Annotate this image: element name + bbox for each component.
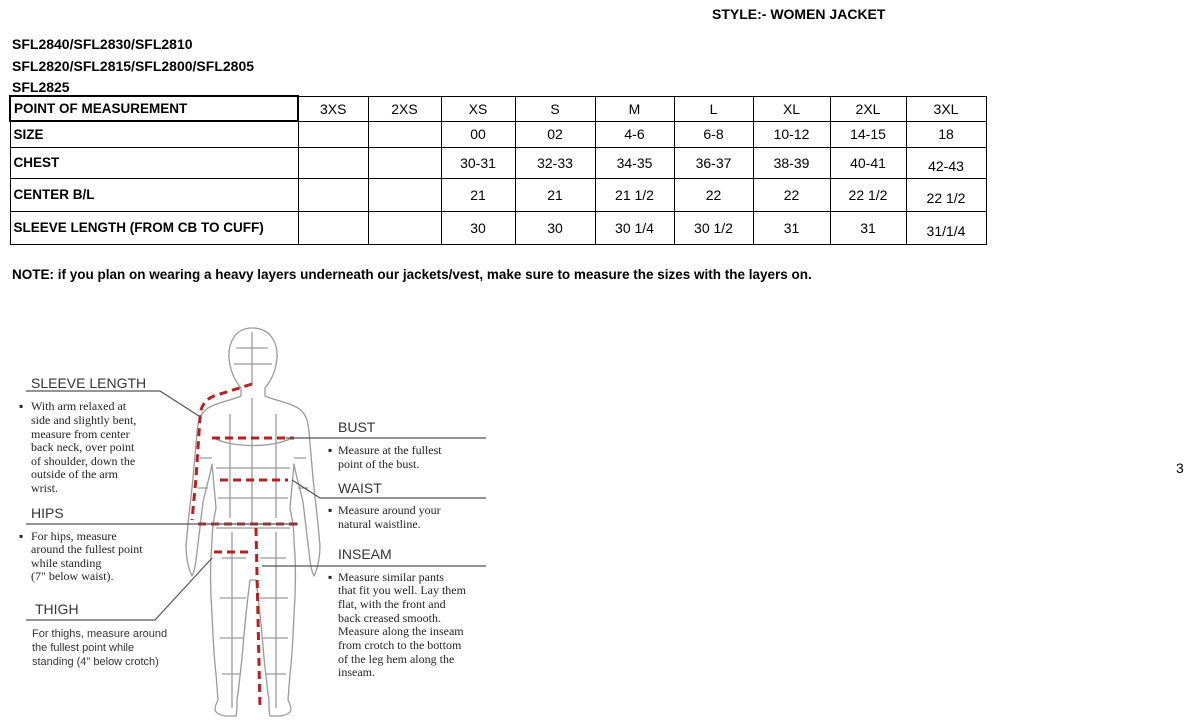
bust-text: point of the bust.	[338, 457, 420, 471]
sleeve-length-text: side and slightly bent,	[31, 413, 137, 427]
waist-text: Measure around your	[338, 503, 441, 517]
measurement-value-cell: 21	[515, 178, 595, 211]
measurement-value-cell: 31	[753, 211, 830, 244]
sleeve-length-text: back neck, over point	[31, 440, 135, 454]
waist-heading: WAIST	[338, 480, 382, 496]
measurement-value-cell: 30	[441, 211, 515, 244]
measurement-value-cell: 30 1/2	[674, 211, 753, 244]
hips-text: (7" below waist).	[31, 569, 114, 583]
sleeve-length-text: measure from center	[31, 427, 130, 441]
bust-text: Measure at the fullest	[338, 443, 442, 457]
header-cell-size: S	[515, 96, 595, 121]
measurement-name-cell: CHEST	[10, 147, 298, 178]
measurement-value-cell: 30-31	[441, 147, 515, 178]
measurement-value-cell: 31	[830, 211, 906, 244]
layering-note: NOTE: if you plan on wearing a heavy layers underneath our jackets/vest, make sure to measure the sizes with the layers on.	[12, 267, 812, 282]
thigh-heading: THIGH	[35, 601, 79, 617]
measurement-value-cell: 31/1/4	[906, 211, 986, 244]
inseam-measure-line	[256, 528, 260, 708]
bullet-icon: ▪	[19, 529, 24, 543]
header-cell-size: XS	[441, 96, 515, 121]
measurement-value-cell: 10-12	[753, 121, 830, 147]
measurement-diagram	[0, 318, 500, 720]
measurement-value-cell: 02	[515, 121, 595, 147]
measurement-value-cell: 42-43	[906, 147, 986, 178]
inseam-text: inseam.	[338, 665, 375, 679]
hips-text: For hips, measure	[31, 529, 117, 543]
header-cell-size: 2XS	[368, 96, 441, 121]
inseam-text: flat, with the front and	[338, 597, 446, 611]
measurement-value-cell	[298, 147, 368, 178]
measurement-value-cell: 34-35	[595, 147, 674, 178]
style-codes	[12, 34, 254, 99]
style-code-line: SFL2840/SFL2830/SFL2810	[12, 36, 193, 52]
measurement-value-cell: 6-8	[674, 121, 753, 147]
size-chart-table	[9, 95, 987, 245]
table-row	[10, 178, 986, 211]
thigh-text: For thighs, measure around	[32, 628, 168, 640]
measurement-value-cell: 32-33	[515, 147, 595, 178]
bullet-icon: ▪	[328, 443, 333, 457]
thigh-text: standing (4" below crotch)	[32, 656, 159, 668]
inseam-text: Measure along the inseam	[338, 624, 464, 638]
header-cell-size: 3XS	[298, 96, 368, 121]
measurement-lines	[192, 384, 300, 708]
style-code-line: SFL2825	[12, 79, 70, 95]
measurement-value-cell: 00	[441, 121, 515, 147]
style-code-line: SFL2820/SFL2815/SFL2800/SFL2805	[12, 57, 255, 74]
bullet-icon: ▪	[328, 570, 333, 584]
hips-heading: HIPS	[31, 505, 64, 521]
thigh-text: the fullest point while	[32, 642, 135, 654]
measurement-name-cell: SIZE	[10, 121, 298, 147]
header-cell-size: L	[674, 96, 753, 121]
measurement-value-cell: 30 1/4	[595, 211, 674, 244]
hips-text: around the fullest point	[31, 542, 143, 556]
sleeve-measure-line	[192, 384, 252, 520]
measurement-value-cell: 40-41	[830, 147, 906, 178]
header-cell-size: 2XL	[830, 96, 906, 121]
inseam-text: Measure similar pants	[338, 570, 444, 584]
measurement-value-cell: 22 1/2	[906, 178, 986, 211]
table-row	[10, 211, 986, 244]
inseam-text: that fit you well. Lay them	[338, 583, 466, 597]
inseam-text: of the leg hem along the	[338, 652, 455, 666]
table-row	[10, 147, 986, 178]
measurement-value-cell: 22 1/2	[830, 178, 906, 211]
style-title: STYLE:- WOMEN JACKET	[712, 6, 886, 22]
bullet-icon: ▪	[328, 503, 333, 517]
table-header-row	[10, 96, 986, 121]
inseam-text: back creased smooth.	[338, 611, 441, 625]
page-number: 3	[1176, 460, 1184, 476]
measurement-value-cell	[368, 178, 441, 211]
sleeve-length-text: wrist.	[31, 481, 58, 495]
measurement-value-cell: 18	[906, 121, 986, 147]
body-figure	[186, 328, 320, 716]
measurement-value-cell	[298, 211, 368, 244]
measurement-value-cell	[298, 178, 368, 211]
waist-text: natural waistline.	[338, 517, 421, 531]
measurement-value-cell: 30	[515, 211, 595, 244]
inseam-heading: INSEAM	[338, 546, 392, 562]
measurement-value-cell	[298, 121, 368, 147]
measurement-value-cell: 22	[753, 178, 830, 211]
header-cell-size: XL	[753, 96, 830, 121]
measurement-name-cell: CENTER B/L	[10, 178, 298, 211]
bust-heading: BUST	[338, 419, 376, 435]
measurement-name-cell: SLEEVE LENGTH (FROM CB TO CUFF)	[10, 211, 298, 244]
inseam-text: from crotch to the bottom	[338, 638, 462, 652]
measurement-value-cell	[368, 121, 441, 147]
sleeve-length-heading: SLEEVE LENGTH	[31, 375, 147, 391]
measurement-value-cell: 4-6	[595, 121, 674, 147]
measurement-value-cell: 38-39	[753, 147, 830, 178]
table-row	[10, 121, 986, 147]
header-cell-point-of-measurement: POINT OF MEASUREMENT	[10, 96, 298, 121]
measurement-value-cell: 21 1/2	[595, 178, 674, 211]
waist-leader-line	[292, 480, 486, 498]
header-cell-size: 3XL	[906, 96, 986, 121]
measurement-value-cell	[368, 211, 441, 244]
measurement-value-cell: 21	[441, 178, 515, 211]
measurement-value-cell: 14-15	[830, 121, 906, 147]
sleeve-length-text: outside of the arm	[31, 467, 118, 481]
sleeve-length-text: of shoulder, down the	[31, 454, 136, 468]
hips-text: while standing	[31, 556, 102, 570]
sleeve-length-text: With arm relaxed at	[31, 399, 127, 413]
bullet-icon: ▪	[19, 399, 24, 413]
measurement-value-cell: 36-37	[674, 147, 753, 178]
measurement-value-cell: 22	[674, 178, 753, 211]
header-cell-size: M	[595, 96, 674, 121]
measurement-value-cell	[368, 147, 441, 178]
